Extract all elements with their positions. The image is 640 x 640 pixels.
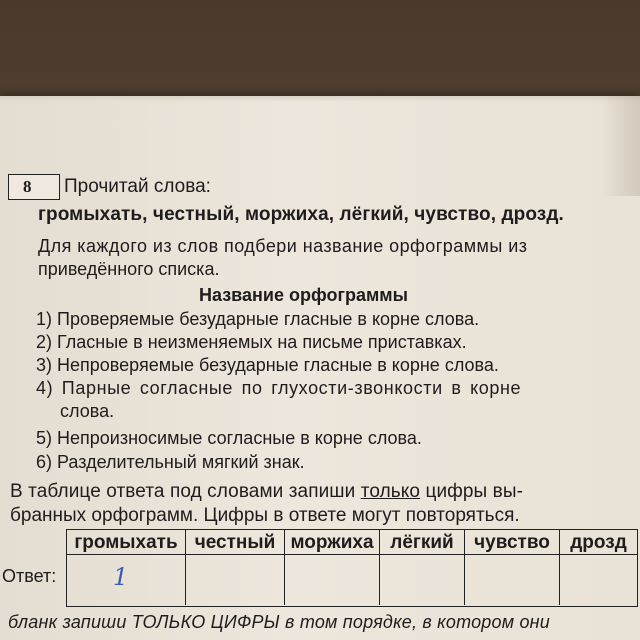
- answer-header-cell: [560, 530, 637, 554]
- option-1: 1) Проверяемые безударные гласные в корне слова.: [36, 309, 480, 329]
- answer-label: Ответ:: [2, 566, 57, 586]
- option-5: 5) Непроизносимые согласные в корне слова.: [36, 428, 422, 448]
- bottom-instruction: бланк запиши ТОЛЬКО ЦИФРЫ в том порядке, в котором они: [8, 612, 550, 632]
- answer-header-word: честный: [194, 532, 276, 553]
- answer-cell[interactable]: [560, 555, 637, 605]
- answer-value-handwritten: 1: [113, 563, 129, 591]
- answer-value-row: [67, 555, 637, 605]
- answer-cell[interactable]: [465, 555, 560, 605]
- answer-header-word: чувство: [474, 532, 550, 553]
- option-2: 2) Гласные в неизменяемых на письме приставках.: [36, 332, 467, 352]
- option-3: 3) Непроверяемые безударные гласные в корне слова.: [36, 355, 499, 375]
- answer-cell[interactable]: [285, 555, 380, 605]
- table-instruction-text-b: цифры вы-: [420, 481, 524, 502]
- answer-header-cell: [465, 530, 560, 554]
- answer-header-word: громыхать: [74, 532, 178, 553]
- answer-cell[interactable]: [380, 555, 465, 605]
- subtask-line-2: приведённого списка.: [38, 259, 220, 279]
- task-number-box: [8, 174, 60, 200]
- option-6: 6) Разделительный мягкий знак.: [36, 452, 305, 472]
- page-edge-shadow: [0, 96, 640, 102]
- task-number: 8: [23, 177, 32, 196]
- option-4-continuation: слова.: [60, 401, 115, 421]
- table-instruction-text-a: В таблице ответа под словами запиши: [10, 481, 361, 502]
- answer-header-cell: [67, 530, 186, 554]
- answer-header-cell: [186, 530, 285, 554]
- list-title: Название орфограммы: [199, 285, 408, 305]
- answer-header-word: дрозд: [570, 532, 627, 553]
- table-instruction-line-2: бранных орфограмм. Цифры в ответе могут повторяться.: [10, 505, 520, 526]
- answer-header-cell: [380, 530, 465, 554]
- page-shade: [600, 96, 640, 196]
- words-list: громыхать, честный, моржиха, лёгкий, чувство, дрозд.: [38, 204, 564, 225]
- task-instruction: Прочитай слова:: [64, 176, 211, 197]
- subtask-line-1: Для каждого из слов подбери название орфограммы из: [38, 236, 528, 256]
- answer-header-row: [67, 530, 637, 555]
- table-instruction-emphasis: только: [360, 481, 421, 502]
- answer-cell[interactable]: [186, 555, 285, 605]
- option-4: 4) Парные согласные по глухости-звонкости в корне: [36, 378, 522, 398]
- answer-header-word: лёгкий: [390, 532, 454, 553]
- answer-header-cell: [285, 530, 380, 554]
- table-instruction-line-1: [10, 481, 523, 503]
- answer-header-word: моржиха: [290, 532, 374, 553]
- answer-table: [66, 529, 638, 607]
- answer-cell[interactable]: [67, 555, 186, 605]
